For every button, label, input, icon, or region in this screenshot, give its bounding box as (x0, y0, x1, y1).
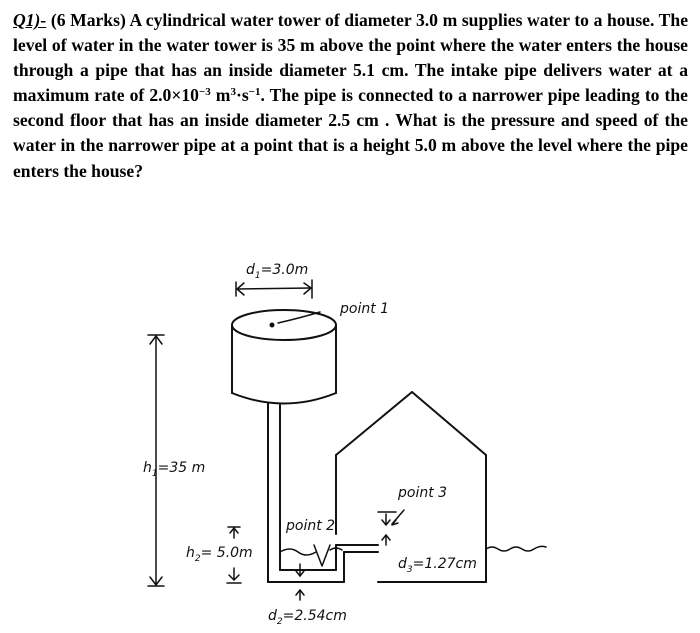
exponent-3: −1 (248, 86, 261, 99)
exponent-2: 3 (230, 86, 236, 99)
ground-squiggle (486, 546, 546, 551)
question-body-part4: . The pipe is connected to a narrower pipe leading to the second floor that has an inside diameter 2.5 cm . What is the pressure and speed of the water in the narrower pipe at a point that is a height 5.0 m above the level where the pipe enters the house? (13, 85, 688, 181)
point2-arrow (314, 545, 330, 566)
h2-label: $h_2= 5.0m$ (186, 545, 253, 564)
point2-squiggle-left (280, 549, 316, 555)
point2-label: point 2 (286, 518, 336, 534)
h1-label: $h_1=35$ m (143, 460, 206, 479)
question-body-part1: A cylindrical water tower of diameter 3.0 m supplies water to a house. The level of water in the water tower is 35 m above the point where the water enters the house through a pipe that has an inside diameter 5.1 cm. The intake pipe delivers water at a maximum rate of 2.0×10 (13, 10, 688, 106)
d3-label: $d_3=1.27cm$ (398, 556, 477, 575)
point1-leader (278, 312, 320, 323)
water-tank (232, 310, 336, 404)
point3-label: point 3 (398, 485, 448, 501)
question-number: Q1)- (13, 10, 47, 30)
d1-label: $d_1=3.0m$ (246, 262, 309, 281)
exponent-1: −3 (198, 86, 211, 99)
intake-pipe (268, 403, 378, 582)
d1-dimension-arrow (236, 280, 312, 298)
point1-label: point 1 (340, 301, 390, 317)
d2-label: $d_2=2.54cm$ (268, 608, 347, 627)
question-body-part2: m (210, 85, 231, 106)
question-marks: (6 Marks) (50, 10, 126, 30)
question-body-part3: ·s (235, 85, 249, 106)
point1-dot (270, 323, 275, 328)
